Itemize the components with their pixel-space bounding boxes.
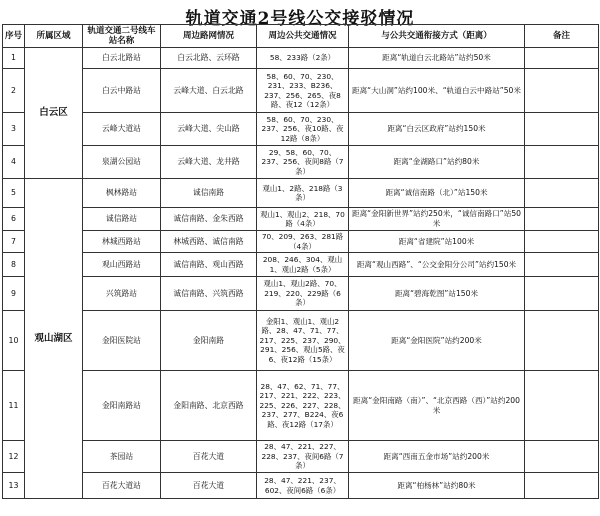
cell-station: 枫林路站 [83,179,161,208]
cell-connect: 距离“碧海乾图”站150米 [349,277,525,311]
table-row [3,311,599,371]
cell-connect: 距离“省建院”站100米 [349,231,525,253]
cell-seq: 7 [3,231,25,253]
cell-seq: 8 [3,253,25,277]
cell-seq: 10 [3,311,25,371]
cell-seq: 5 [3,179,25,208]
cell-remark [525,208,599,231]
cell-station: 白云中路站 [83,69,161,113]
cell-seq: 1 [3,48,25,69]
cell-connect: 距离“金阳新世界”站约250米，“诚信南路口”站50米 [349,208,525,231]
cell-connect: 距离“柏杨林”站约80米 [349,473,525,499]
table-row [3,441,599,473]
cell-remark [525,277,599,311]
cell-bus: 28、47、221、237、602、夜间6路（6条） [257,473,349,499]
header-area: 所属区域 [25,25,83,48]
cell-station: 茶园站 [83,441,161,473]
cell-connect: 距离“轨道白云北路站”站约50米 [349,48,525,69]
cell-bus: 观山1、2路、218路（3条） [257,179,349,208]
cell-remark [525,179,599,208]
cell-roads: 诚信南路 [161,179,257,208]
cell-remark [525,253,599,277]
cell-station: 金阳南路站 [83,371,161,441]
table-row [3,253,599,277]
cell-remark [525,231,599,253]
cell-remark [525,48,599,69]
cell-area: 白云区 [25,48,83,179]
header-row [3,25,599,48]
cell-seq: 12 [3,441,25,473]
cell-bus: 28、47、221、227、228、237、夜间6路（7条） [257,441,349,473]
header-station: 轨道交通二号线车站名称 [83,25,161,48]
table-row [3,473,599,499]
cell-station: 观山西路站 [83,253,161,277]
cell-remark [525,371,599,441]
cell-bus: 70、209、263、281路（4条） [257,231,349,253]
cell-bus: 29、58、60、70、237、256、夜间8路（7条） [257,146,349,179]
cell-roads: 金阳南路、北京西路 [161,371,257,441]
cell-connect: 距离“金阳医院”站约200米 [349,311,525,371]
cell-roads: 金阳南路 [161,311,257,371]
bus-connection-table [2,24,599,499]
cell-roads: 白云北路、云环路 [161,48,257,69]
cell-station: 云峰大道站 [83,113,161,146]
table-row [3,277,599,311]
header-bus: 周边公共交通情况 [257,25,349,48]
cell-connect: 距离“观山西路”、“公交金阳分公司”站约150米 [349,253,525,277]
cell-connect: 距离“大山洞”站约100米、“轨道白云中路站”50米 [349,69,525,113]
cell-bus: 58、233路（2条） [257,48,349,69]
cell-roads: 百花大道 [161,473,257,499]
cell-roads: 云峰大道、白云北路 [161,69,257,113]
cell-bus: 金阳1、观山1、观山2路、28、47、71、77、217、225、237、290、291、256、观山5路、夜6、夜12路（15条） [257,311,349,371]
cell-remark [525,473,599,499]
cell-bus: 观山1、观山2、218、70路（4条） [257,208,349,231]
cell-station: 诚信路站 [83,208,161,231]
cell-roads: 林城西路、诚信南路 [161,231,257,253]
cell-remark [525,69,599,113]
table-row [3,48,599,69]
cell-station: 泉湖公园站 [83,146,161,179]
cell-bus: 208、246、304、观山1、观山2路（5条） [257,253,349,277]
table-row [3,69,599,113]
header-connect: 与公共交通衔接方式（距离） [349,25,525,48]
cell-bus: 58、60、70、230、231、233、B236、237、256、265、夜8路、夜12（12条） [257,69,349,113]
cell-connect: 距离“金阳南路（南）”、“北京西路（西）”站约200米 [349,371,525,441]
header-roads: 周边路网情况 [161,25,257,48]
cell-connect: 距离“西南五金市场”站约200米 [349,441,525,473]
table-row [3,208,599,231]
cell-remark [525,113,599,146]
cell-seq: 13 [3,473,25,499]
cell-station: 百花大道站 [83,473,161,499]
table-row [3,113,599,146]
cell-seq: 4 [3,146,25,179]
cell-connect: 距离“金湖路口”站约80米 [349,146,525,179]
cell-roads: 百花大道 [161,441,257,473]
cell-seq: 2 [3,69,25,113]
cell-remark [525,311,599,371]
cell-station: 白云北路站 [83,48,161,69]
cell-remark [525,441,599,473]
table-row [3,179,599,208]
cell-station: 林城西路站 [83,231,161,253]
cell-seq: 6 [3,208,25,231]
table-row [3,371,599,441]
cell-station: 兴筑路站 [83,277,161,311]
page-title: 轨道交通2号线公交接驳情况 [185,9,415,29]
cell-roads: 诚信南路、观山西路 [161,253,257,277]
header-remark: 备注 [525,25,599,48]
cell-bus: 58、60、70、230、237、256、夜10路、夜12路（8条） [257,113,349,146]
cell-remark [525,146,599,179]
header-seq: 序号 [3,25,25,48]
cell-connect: 距离“诚信南路（北）”站150米 [349,179,525,208]
cell-roads: 诚信南路、金朱西路 [161,208,257,231]
cell-bus: 28、47、62、71、77、217、221、222、223、225、226、227、228、237、277、B224、夜6路、夜12路（17条） [257,371,349,441]
table-row [3,231,599,253]
cell-roads: 云峰大道、龙井路 [161,146,257,179]
cell-roads: 诚信南路、兴筑西路 [161,277,257,311]
cell-station: 金阳医院站 [83,311,161,371]
cell-seq: 3 [3,113,25,146]
cell-roads: 云峰大道、尖山路 [161,113,257,146]
cell-seq: 9 [3,277,25,311]
cell-seq: 11 [3,371,25,441]
cell-connect: 距离“白云区政府”站约150米 [349,113,525,146]
cell-bus: 观山1、观山2路、70、219、220、229路（6条） [257,277,349,311]
table-row [3,146,599,179]
cell-area: 观山湖区 [25,179,83,499]
